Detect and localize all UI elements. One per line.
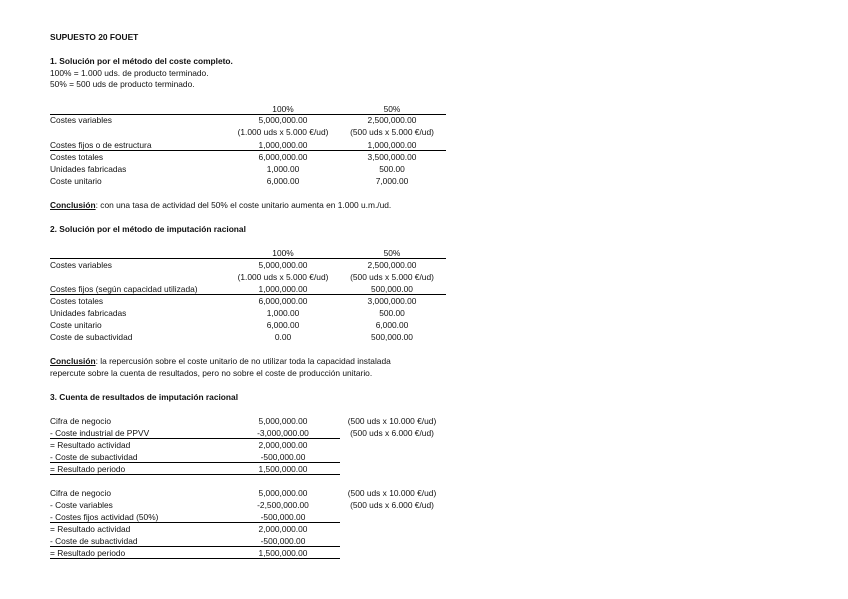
s2-row-label: Costes fijos (según capacidad utilizada) [50, 284, 198, 294]
s2-row-label: Coste de subactividad [50, 332, 133, 342]
section1-heading: 1. Solución por el método del coste completo. [50, 56, 233, 66]
s2-row-v50: 2,500,000.00 [367, 260, 417, 270]
s3-b2-value: -500,000.00 [260, 512, 306, 522]
s1-row-v100: 1,000,000.00 [258, 140, 308, 150]
s1-row-v50: 2,500,000.00 [367, 115, 417, 125]
s1-row-v50: 7,000.00 [375, 176, 409, 186]
s2-row-v50: 500,000.00 [371, 284, 413, 294]
s1-row-label: Costes variables [50, 115, 112, 125]
section3-heading: 3. Cuenta de resultados de imputación racional [50, 392, 239, 402]
s2-col-header-100: 100% [272, 248, 294, 258]
s2-rule-top [50, 258, 446, 259]
s3-b2-label: - Coste variables [50, 500, 113, 510]
s1-conclusion-text: : con una tasa de actividad del 50% el coste unitario aumenta en 1.000 u.m./ud. [95, 200, 392, 210]
s1-row-v50: 1,000,000.00 [367, 140, 417, 150]
s3-b1-label: = Resultado periodo [50, 464, 126, 474]
s3-b1-value: -3,000,000.00 [257, 428, 309, 438]
s2-conclusion-label: Conclusión [50, 356, 96, 366]
s3-b2-value: 2,000,000.00 [258, 524, 308, 534]
s3-b2-label: - Costes fijos actividad (50%) [50, 512, 159, 522]
s3-b2-note: (500 uds x 10.000 €/ud) [347, 488, 437, 498]
s2-row-v100: 0.00 [274, 332, 292, 342]
s3-b2-label: - Coste de subactividad [50, 536, 138, 546]
s2-row-v50: 3,000,000.00 [367, 296, 417, 306]
s3-b1-rule [50, 462, 340, 463]
s3-b2-label: Cifra de negocio [50, 488, 111, 498]
s2-conclusion-text: : la repercusión sobre el coste unitario de no utilizar toda la capacidad instalada [95, 356, 391, 366]
s1-col-header-100: 100% [272, 104, 294, 114]
section1-line1: 100% = 1.000 uds. de producto terminado. [50, 68, 209, 78]
s3-b1-note: (500 uds x 10.000 €/ud) [347, 416, 437, 426]
s1-row-label: Costes totales [50, 152, 104, 162]
s3-b1-label: = Resultado actividad [50, 440, 131, 450]
s1-rule-mid [50, 150, 446, 151]
s3-b2-value: -2,500,000.00 [257, 500, 309, 510]
s2-conclusion-line2: repercute sobre la cuenta de resultados, pero no sobre el coste de producción unitario. [50, 368, 373, 378]
s3-b2-rule [50, 546, 340, 547]
s1-row-v100-detail: (1.000 uds x 5.000 €/ud) [237, 127, 329, 137]
s3-b2-value: -500,000.00 [260, 536, 306, 546]
s1-conclusion [50, 200, 391, 210]
s2-col-header-50: 50% [383, 248, 401, 258]
s2-row-label: Costes totales [50, 296, 104, 306]
s3-b1-label: - Coste de subactividad [50, 452, 138, 462]
s3-b1-value: 2,000,000.00 [258, 440, 308, 450]
s2-row-v50: 500,000.00 [371, 332, 413, 342]
s2-row-v50-detail: (500 uds x 5.000 €/ud) [350, 272, 434, 282]
document-title: SUPUESTO 20 FOUET [50, 32, 139, 42]
s3-b1-rule [50, 438, 340, 439]
s1-row-label: Coste unitario [50, 176, 102, 186]
s3-b1-rule [50, 474, 340, 475]
s3-b2-value: 1,500,000.00 [258, 548, 308, 558]
s1-row-label: Unidades fabricadas [50, 164, 127, 174]
s3-b2-rule [50, 558, 340, 559]
s2-conclusion [50, 356, 391, 366]
s1-conclusion-label: Conclusión [50, 200, 96, 210]
s3-b1-label: - Coste industrial de PPVV [50, 428, 150, 438]
section2-heading: 2. Solución por el método de imputación racional [50, 224, 246, 234]
s3-b1-note: (500 uds x 6.000 €/ud) [350, 428, 434, 438]
section1-line2: 50% = 500 uds de producto terminado. [50, 79, 195, 89]
s2-row-v50: 6,000.00 [375, 320, 409, 330]
s3-b1-value: -500,000.00 [260, 452, 306, 462]
s1-row-v100: 6,000,000.00 [258, 152, 308, 162]
s3-b2-label: = Resultado actividad [50, 524, 131, 534]
s1-row-v100: 1,000.00 [266, 164, 300, 174]
s2-row-v100-detail: (1.000 uds x 5.000 €/ud) [237, 272, 329, 282]
s2-row-label: Costes variables [50, 260, 112, 270]
s3-b2-note: (500 uds x 6.000 €/ud) [350, 500, 434, 510]
s3-b1-label: Cifra de negocio [50, 416, 111, 426]
s3-b2-rule [50, 522, 340, 523]
s3-b1-value: 5,000,000.00 [258, 416, 308, 426]
s1-row-v100: 5,000,000.00 [258, 115, 308, 125]
s1-row-v50: 3,500,000.00 [367, 152, 417, 162]
s2-row-v50: 500.00 [379, 308, 405, 318]
s2-row-v100: 6,000,000.00 [258, 296, 308, 306]
s2-row-v100: 5,000,000.00 [258, 260, 308, 270]
s1-col-header-50: 50% [383, 104, 401, 114]
s2-row-v100: 1,000.00 [266, 308, 300, 318]
s1-row-label: Costes fijos o de estructura [50, 140, 152, 150]
s1-row-v50: 500.00 [379, 164, 405, 174]
s3-b1-value: 1,500,000.00 [258, 464, 308, 474]
s3-b2-value: 5,000,000.00 [258, 488, 308, 498]
s1-row-v100: 6,000.00 [266, 176, 300, 186]
s1-row-v50-detail: (500 uds x 5.000 €/ud) [350, 127, 434, 137]
s3-b2-label: = Resultado periodo [50, 548, 126, 558]
s2-rule-mid [50, 294, 446, 295]
s2-row-v100: 6,000.00 [266, 320, 300, 330]
s2-row-v100: 1,000,000.00 [258, 284, 308, 294]
s2-row-label: Unidades fabricadas [50, 308, 127, 318]
s2-row-label: Coste unitario [50, 320, 102, 330]
